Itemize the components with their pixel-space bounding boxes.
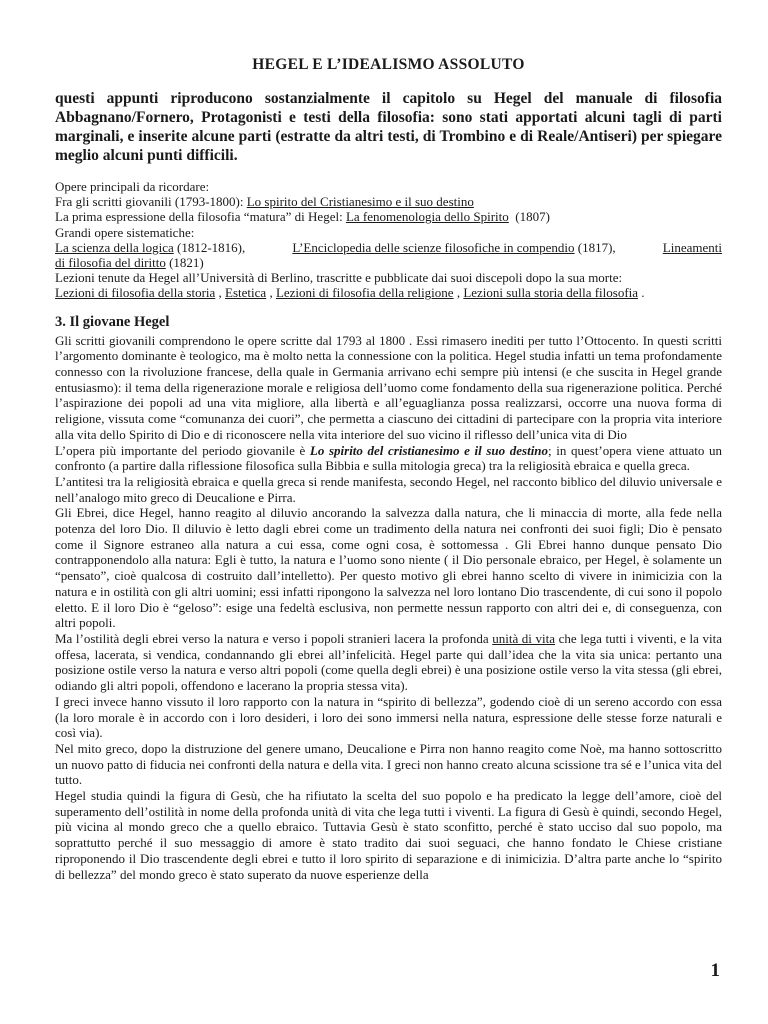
paragraph-5-end: che lega tutti i viventi, e la vita offesa, lacerata, si vendica, condannando gli ebrei all’infelicità. Hegel parte qui dall’idea che la vita sia unica: pertanto una posizione ostile verso la natura e verso altri popoli (come quella degli ebrei) è una posizione ostile verso la vita stessa (gli ebrei, odiando gli altri popoli, offendono e lacerano la propria stessa vita). bbox=[55, 630, 722, 694]
works-logic-title: La scienza della logica bbox=[55, 239, 174, 255]
section-body bbox=[55, 333, 722, 883]
paragraph-5 bbox=[55, 631, 722, 694]
works-systematic-line bbox=[55, 240, 722, 255]
works-mature-year: (1807) bbox=[515, 209, 550, 225]
works-sep-1: , bbox=[218, 285, 222, 301]
paragraph-2 bbox=[55, 443, 722, 474]
paragraph-8: Hegel studia quindi la figura di Gesù, che ha rifiutato la scelta del suo popolo e ha predicato la legge dell’amore, cioè del superamento dell’ostilità in nome della profonda unità di vita che lega tutti i viventi. La figura di Gesù è quindi, secondo Hegel, più vicina al mondo greco che a quello ebraico. Tuttavia Gesù è stato sconfitto, perché è stato ucciso dal suo popolo, ma soprattutto perché il suo messaggio di amore è stato tradito dai suoi seguaci, che hanno fondato le Chiese cristiane riproponendo il Dio trascendente degli ebrei e tutto il loro spirito di separazione e di inimicizia. D’altra parte anche lo “spirito di bellezza” del mondo greco è stato superato da nuove esperienze della bbox=[55, 788, 722, 882]
page-number: 1 bbox=[710, 960, 720, 981]
works-youth-title: Lo spirito del Cristianesimo e il suo destino bbox=[246, 194, 474, 210]
paragraph-7: Nel mito greco, dopo la distruzione del genere umano, Deucalione e Pirra non hanno reagito come Noè, ma hanno sottoscritto un nuovo patto di fiducia nei confronti della natura e della vita. I greci non hanno creato alcuna scissione tra sé e l’unica vita del tutto. bbox=[55, 740, 722, 788]
intro-paragraph: questi appunti riproducono sostanzialmente il capitolo su Hegel del manuale di filosofia Abbagnano/Fornero, Protagonisti e testi della filosofia: sono stati apportati alcuni tagli di parti marginali, e inserite alcune parti (estratte da altri testi, di Trombino e di Reale/Antiseri) per spiegare meglio alcuni punti difficili. bbox=[55, 90, 722, 164]
works-logic-year: (1812-1816), bbox=[177, 239, 246, 255]
section-heading: 3. Il giovane Hegel bbox=[55, 313, 170, 330]
works-lectures-line bbox=[55, 285, 722, 300]
works-lectures-philosophy: Lezioni sulla storia della filosofia bbox=[463, 285, 639, 301]
paragraph-2-work-title: Lo spirito del cristianesimo e il suo destino bbox=[309, 442, 549, 458]
paragraph-5-underlined: unità di vita bbox=[492, 630, 556, 646]
paragraph-2-end: ; in quest’opera viene attuato un confronto (a partire dalla riflessione filosofica sulla Bibbia e sulla mitologia greca) tra la religiosità ebraica e quella greca. bbox=[55, 442, 722, 474]
works-lectures-aesthetics: Estetica bbox=[225, 285, 267, 301]
works-law-title-part2: di filosofia del diritto bbox=[55, 255, 166, 271]
document-title: HEGEL E L’IDEALISMO ASSOLUTO bbox=[252, 56, 525, 73]
works-encyclopedia-year: (1817), bbox=[577, 239, 616, 255]
works-encyclopedia-title: L’Enciclopedia delle scienze filosofiche in compendio bbox=[292, 239, 575, 255]
works-youth-prefix: Fra gli scritti giovanili (1793-1800): bbox=[55, 194, 244, 210]
paragraph-6: I greci invece hanno vissuto il loro rapporto con la natura in “spirito di bellezza”, godendo cioè di un sereno accordo con essa (la loro morale è in accordo con i loro desideri, i loro dei sono immersi nella natura, espressione delle stesse forze naturali e così via). bbox=[55, 693, 722, 741]
works-heading: Opere principali da ricordare: bbox=[55, 179, 210, 194]
works-systematic-heading: Grandi opere sistematiche: bbox=[55, 224, 195, 240]
paragraph-3: L’antitesi tra la religiosità ebraica e quella greca si rende manifesta, secondo Hegel, nel racconto biblico del diluvio universale e nell’analogo mito greco di Deucalione e Pirra. bbox=[55, 473, 722, 505]
works-youth-line bbox=[55, 194, 722, 209]
works-end: . bbox=[641, 285, 645, 301]
works-mature-prefix: La prima espressione della filosofia “matura” di Hegel: bbox=[55, 209, 343, 225]
works-lectures-religion: Lezioni di filosofia della religione bbox=[275, 285, 454, 301]
works-encyclopedia bbox=[292, 240, 615, 255]
works-sep-2: , bbox=[269, 285, 273, 301]
works-mature-line bbox=[55, 209, 722, 224]
works-lectures-intro: Lezioni tenute da Hegel all’Università di Berlino, trascritte e pubblicate dai suoi discepoli dopo la sua morte: bbox=[55, 270, 623, 286]
paragraph-4: Gli Ebrei, dice Hegel, hanno reagito al diluvio ancorando la salvezza dalla natura, che li minaccia di morte, alla fede nella potenza del loro Dio. Il diluvio è letto dagli ebrei come un tradimento della natura nei confronti dei suoi figli; Dio è pensato come il Signore estraneo alla natura a cui essa, come ogni cosa, è sottomessa . Gli Ebrei hanno dunque pensato Dio contrapponendolo alla natura: Egli è tutto, la natura e l’uomo sono niente ( il Dio personale ebraico, per Hegel, è solamente un “pensato”, cioè qualcosa di costruito dall’intelletto). Per questo motivo gli ebrei hanno scelto di vivere in inimicizia con la natura e in ostilità con gli altri uomini; essi infatti ripongono la salvezza nel loro lontano Dio trascendente, di cui sono il popolo eletto. E il loro Dio è “geloso”: esige una fedeltà esclusiva, non permette nessun rapporto con altri dei e, di conseguenza, con altri popoli. bbox=[55, 505, 722, 631]
works-law-title-part1: Lineamenti bbox=[662, 239, 722, 255]
works-lectures-history: Lezioni di filosofia della storia bbox=[55, 285, 216, 301]
paragraph-5-start: Ma l’ostilità degli ebrei verso la natura e verso i popoli stranieri lacera la profonda bbox=[55, 630, 493, 646]
paragraph-2-start: L’opera più importante del periodo giovanile è bbox=[55, 442, 310, 458]
works-mature-title: La fenomenologia dello Spirito bbox=[345, 209, 509, 225]
works-list bbox=[55, 179, 722, 301]
paragraph-1: Gli scritti giovanili comprendono le opere scritte dal 1793 al 1800 . Essi rimasero inediti per tutto l’Ottocento. In questi scritti l’argomento dominante è teologico, ma è molto netta la connessione con la politica. Hegel studia infatti un tema profondamente connesso con la rivoluzione francese, della quale in Germania arrivano echi sempre più intensi (e che suscita in Hegel grande entusiasmo): il tema della rigenerazione morale e religiosa dell’uomo come fondamento della sua rigenerazione politica. Perché l’aspirazione dei popoli ad una vita migliore, alla libertà e all’eguaglianza possa realizzarsi, occorre una nuova forma di religione, vissuta come “comunanza dei cuori”, che permetta a ciascuno dei cittadini di partecipare con la propria vita interiore alla vita dello Spirito di Dio e di riconoscere nella vita interiore del suo vicino il riflesso dell’unica vita di Dio bbox=[55, 332, 722, 442]
works-sep-3: , bbox=[456, 285, 461, 301]
works-logic bbox=[55, 240, 245, 255]
works-law-year: (1821) bbox=[169, 255, 204, 271]
works-law-line bbox=[55, 255, 722, 270]
